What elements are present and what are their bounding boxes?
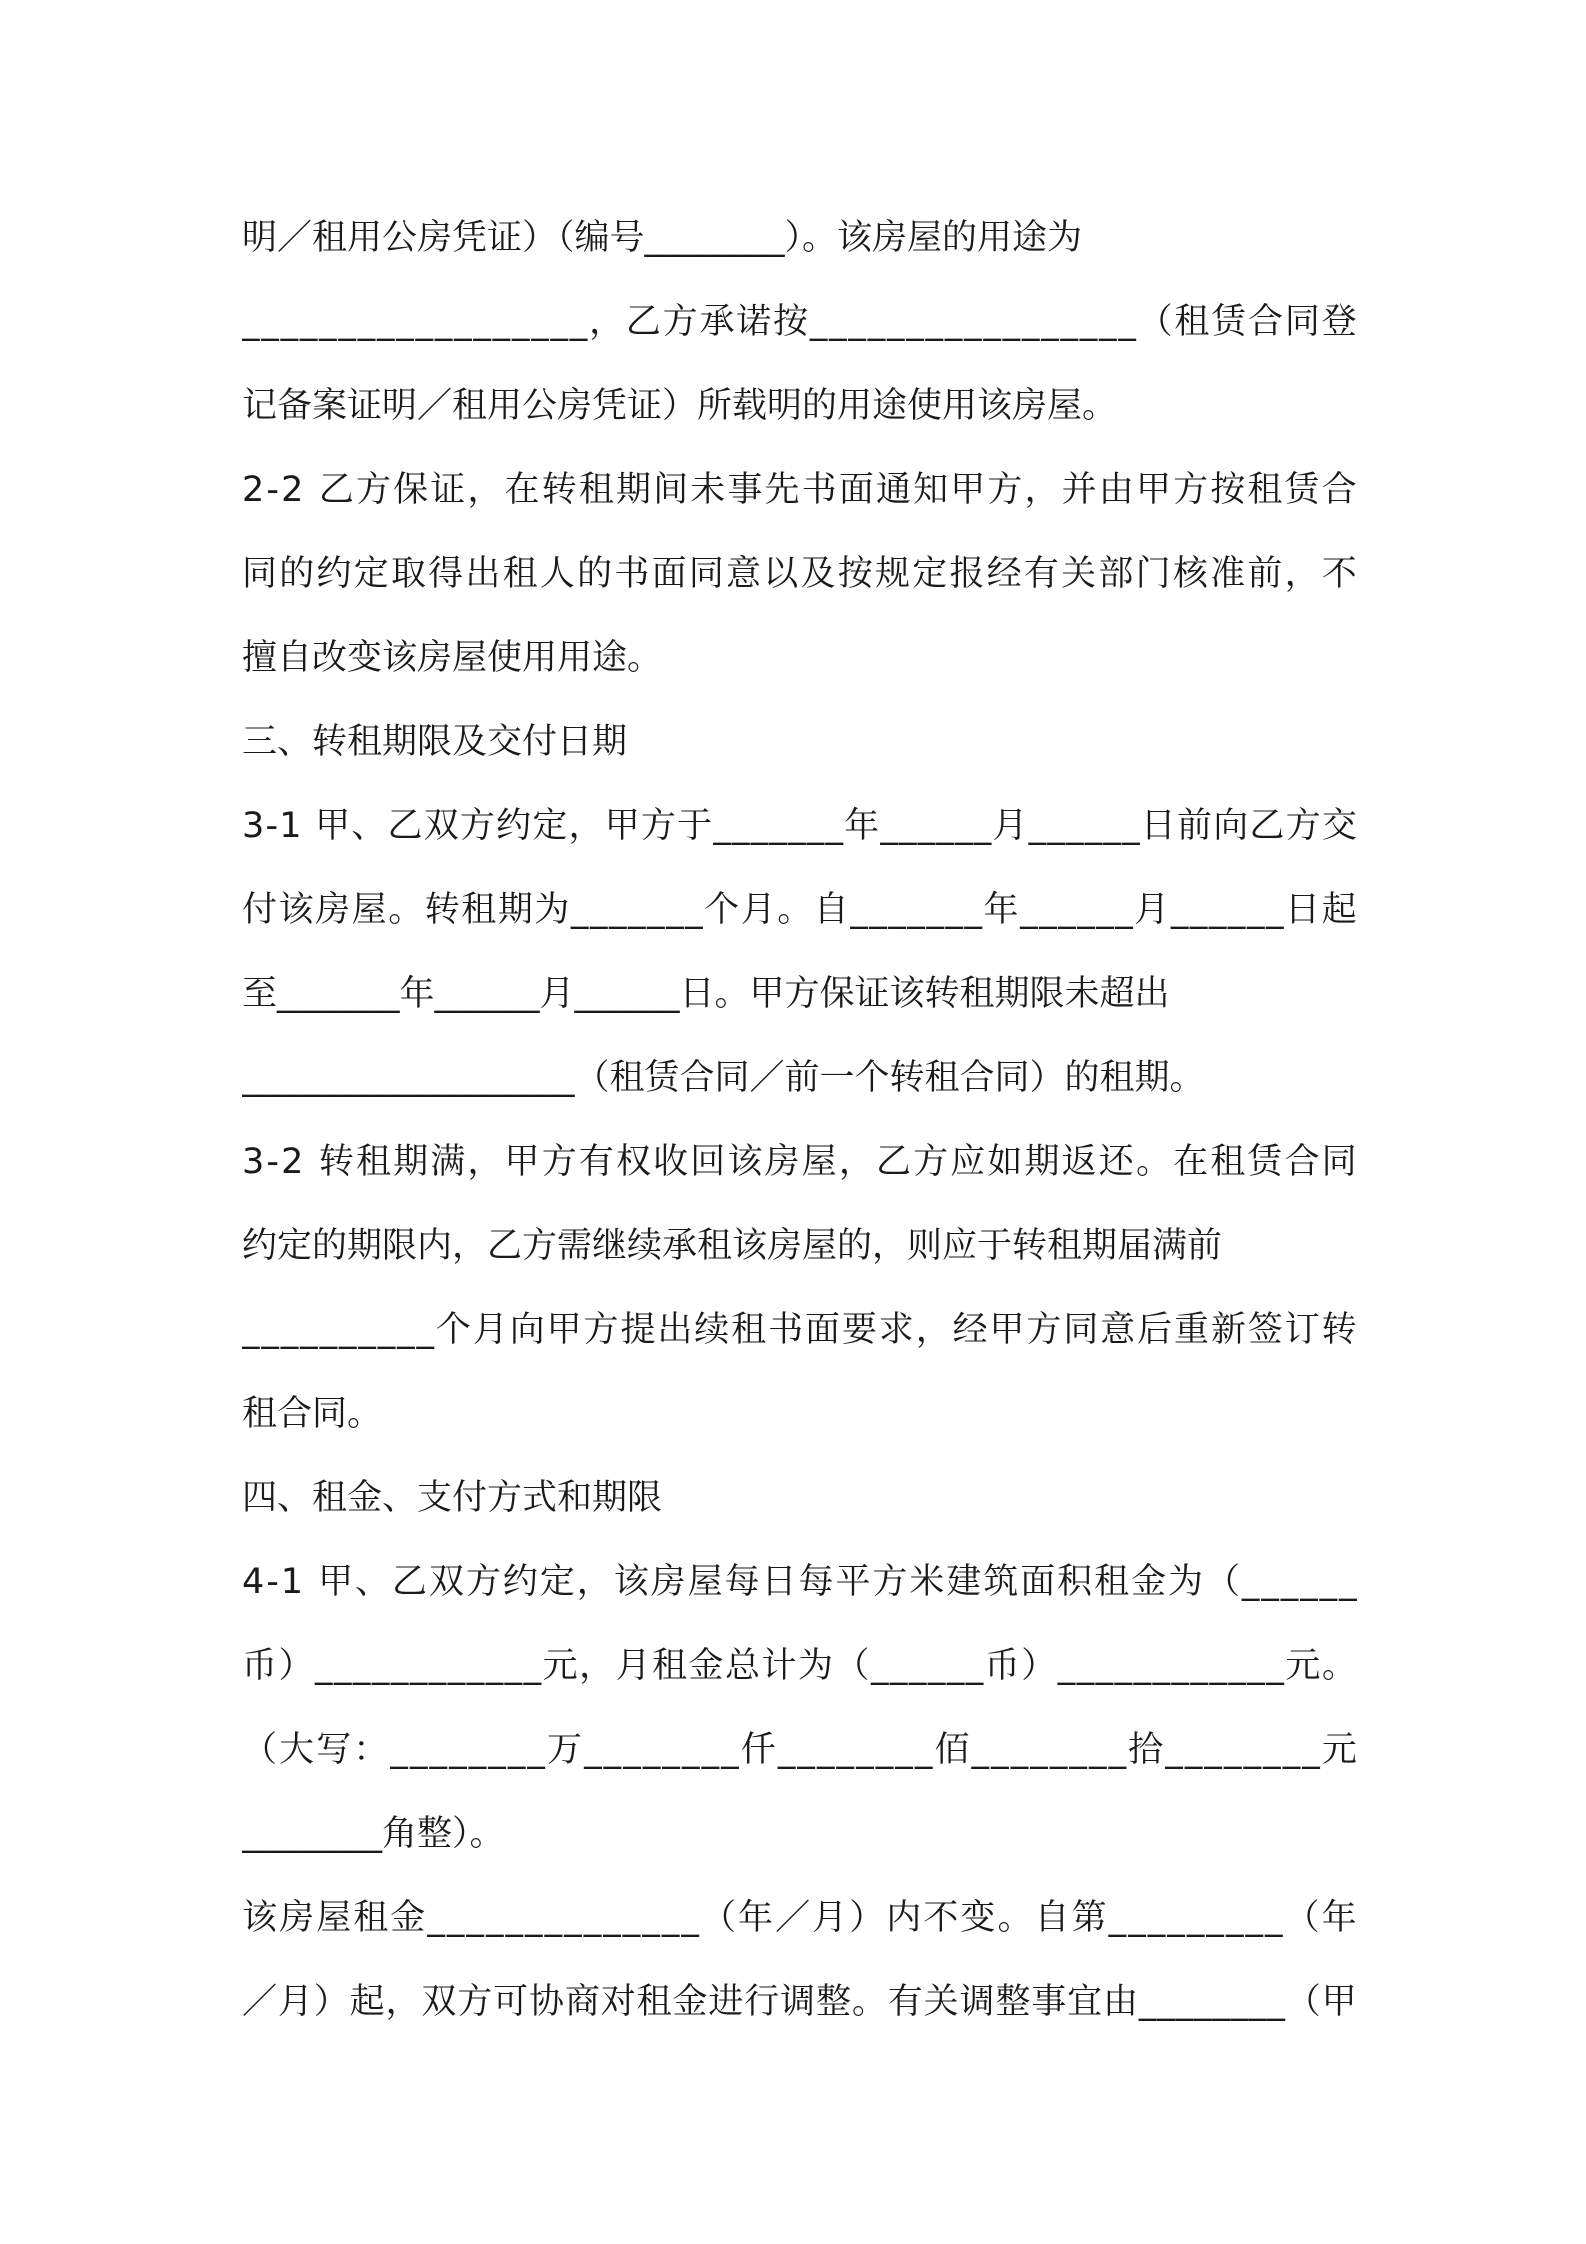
contract-line: 擅自改变该房屋使用用途。	[242, 638, 663, 678]
contract-line: 4 - 1 甲 、 乙 双 方 约 定 ， 该 房 屋 每 日 每 平 方 米 建 筑 面 积 租 金 为 （ _ _ _ _ _ _	[242, 1562, 1357, 1602]
contract-line: 记备案证明／租用公房凭证）所载明的用途使用该房屋。	[242, 386, 1118, 426]
contract-line: 租合同。	[242, 1394, 383, 1434]
contract-line: 四、租金、支付方式和期限	[242, 1478, 663, 1518]
contract-line: ________角整）。	[242, 1814, 505, 1854]
contract-line: 该 房 屋 租 金 _ _ _ _ _ _ _ _ _ _ _ _ _ _ （ 年 ／ 月 ） 内 不 变 。 自 第 _ _ _ _ _ _ _ _ _ （ 年	[242, 1898, 1357, 1938]
contract-line: 同 的 约 定 取 得 出 租 人 的 书 面 同 意 以 及 按 规 定 报 经 有 关 部 门 核 准 前 ， 不	[242, 554, 1357, 594]
contract-line: ／ 月 ） 起 ， 双 方 可 协 商 对 租 金 进 行 调 整 。 有 关 调 整 事 宜 由 _ _ _ _ _ _ _ _ （ 甲	[242, 1982, 1357, 2022]
contract-text-body	[242, 196, 1357, 2044]
contract-line: 3 - 2 转 租 期 满 ， 甲 方 有 权 收 回 该 房 屋 ， 乙 方 应 如 期 返 还 。 在 租 赁 合 同	[242, 1142, 1357, 1182]
contract-line: _ _ _ _ _ _ _ _ _ _ _ _ _ _ _ _ _ _ ， 乙 方 承 诺 按 _ _ _ _ _ _ _ _ _ _ _ _ _ _ _ _ _ （ 租 赁 合 同 登	[242, 302, 1357, 342]
contract-line: 至_______年______月______日。甲方保证该转租期限未超出	[242, 974, 1170, 1014]
contract-line: 2 - 2 乙 方 保 证 ， 在 转 租 期 间 未 事 先 书 面 通 知 甲 方 ， 并 由 甲 方 按 租 赁 合	[242, 470, 1357, 510]
contract-line: 约定的期限内，乙方需继续承租该房屋的，则应于转租期届满前	[242, 1226, 1223, 1266]
contract-line: 三、转租期限及交付日期	[242, 722, 628, 762]
contract-line: ___________________（租赁合同／前一个转租合同）的租期。	[242, 1058, 1205, 1098]
contract-line: 3 - 1 甲 、 乙 双 方 约 定 ， 甲 方 于 _ _ _ _ _ _ _ 年 _ _ _ _ _ _ 月 _ _ _ _ _ _ 日 前 向 乙 方 交	[242, 806, 1357, 846]
contract-line: 付 该 房 屋 。 转 租 期 为 _ _ _ _ _ _ _ 个 月 。 自 _ _ _ _ _ _ _ 年 _ _ _ _ _ _ 月 _ _ _ _ _ _ 日 起	[242, 890, 1357, 930]
contract-line: _ _ _ _ _ _ _ _ _ _ 个 月 向 甲 方 提 出 续 租 书 面 要 求 ， 经 甲 方 同 意 后 重 新 签 订 转	[242, 1310, 1357, 1350]
contract-line: 明／租用公房凭证）（编号________）。该房屋的用途为	[242, 218, 1083, 258]
contract-line: （ 大 写 ： _ _ _ _ _ _ _ _ 万 _ _ _ _ _ _ _ _ 仟 _ _ _ _ _ _ _ _ 佰 _ _ _ _ _ _ _ _ 拾 _ _ _ _ _ _ _ _ 元	[242, 1730, 1357, 1770]
contract-line: 币 ） _ _ _ _ _ _ _ _ _ _ _ _ 元 ， 月 租 金 总 计 为 （ _ _ _ _ _ _ 币 ） _ _ _ _ _ _ _ _ _ _ _ _ 元 。	[242, 1646, 1357, 1686]
